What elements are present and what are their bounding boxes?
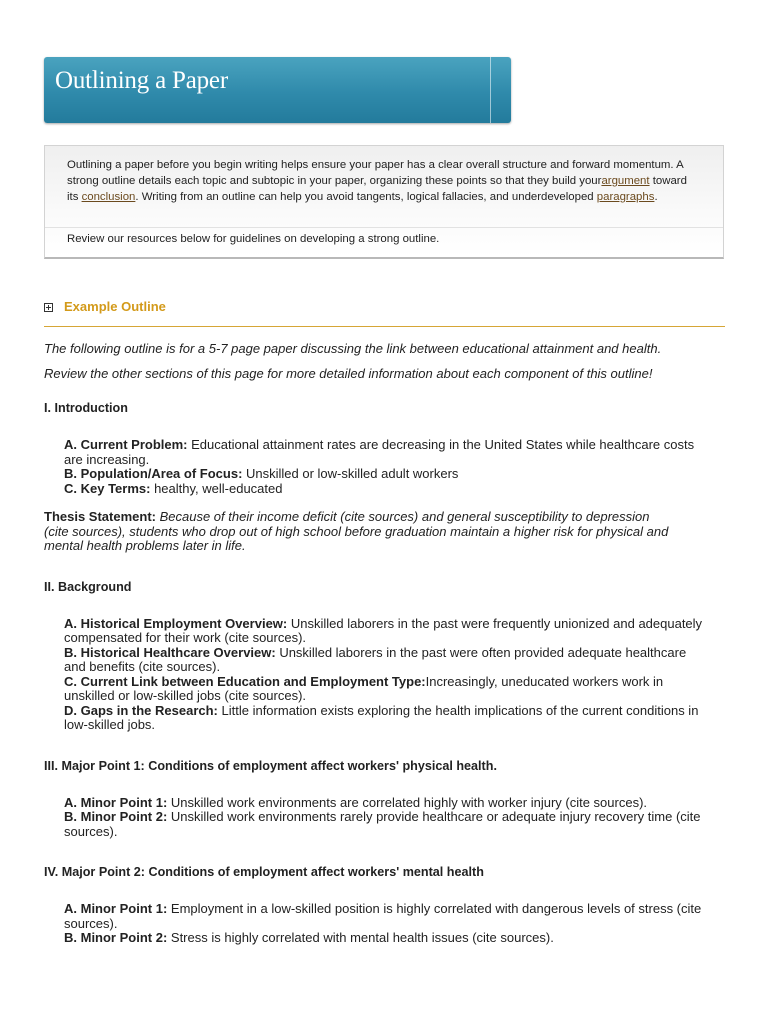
section-heading-introduction: I. Introduction xyxy=(44,401,128,415)
outline-item xyxy=(64,902,704,931)
thesis-statement xyxy=(44,510,674,554)
banner-divider xyxy=(534,57,535,123)
item-text: Little information exists exploring the health implications of the current conditions in low-skilled jobs. xyxy=(64,702,699,732)
item-text: Unskilled laborers in the past were often provided adequate healthcare and benefits (cite sources). xyxy=(64,644,687,674)
outline-block xyxy=(64,796,704,840)
argument-link[interactable]: argument xyxy=(601,175,650,187)
item-label: C. Key Terms: xyxy=(64,480,151,496)
section-heading-background: II. Background xyxy=(44,579,132,594)
item-text: Unskilled or low-skilled adult workers xyxy=(242,466,459,481)
outline-item xyxy=(64,482,704,497)
page-title-banner xyxy=(44,57,511,123)
intro-box xyxy=(44,145,724,259)
expand-icon[interactable] xyxy=(44,303,53,312)
outline-item xyxy=(64,796,704,811)
intro-text: Outlining a paper before you begin writing helps ensure your paper has a clear overall structure and forward momentum. A strong outline details each topic and subtopic in your paper, organizing these points so that they build your xyxy=(67,159,684,187)
item-label: A. Minor Point 1: xyxy=(64,794,168,810)
intro-paragraph xyxy=(67,157,697,205)
item-text: Unskilled laborers in the past were frequently unionized and adequately compensated for their work (cite sources). xyxy=(64,615,703,645)
banner-divider xyxy=(490,57,491,123)
intro-review-text: Review our resources below for guidelines on developing a strong outline. xyxy=(67,233,440,245)
intro-text: toward its xyxy=(67,175,687,203)
item-text: Educational attainment rates are decreasing in the United States while healthcare costs are increasing. xyxy=(64,437,695,467)
outline-item xyxy=(64,704,704,733)
item-text: Stress is highly correlated with mental health issues (cite sources). xyxy=(167,930,554,945)
page-title: Outlining a Paper xyxy=(55,67,228,94)
section-heading-major-point-2: IV. Major Point 2: Conditions of employment affect workers' mental health xyxy=(44,865,484,879)
item-label: B. Population/Area of Focus: xyxy=(64,466,243,481)
item-text: Unskilled work environments are correlated highly with worker injury (cite sources). xyxy=(167,794,648,810)
outline-item xyxy=(64,467,704,482)
item-label: A. Current Problem: xyxy=(64,437,188,452)
item-text: Employment in a low-skilled position is highly correlated with dangerous levels of stress (cite sources). xyxy=(64,901,702,931)
item-label: D. Gaps in the Research: xyxy=(64,702,218,718)
outline-block xyxy=(64,438,704,496)
outline-item xyxy=(64,931,704,946)
outline-content xyxy=(44,340,734,946)
item-label: B. Historical Healthcare Overview: xyxy=(64,644,276,660)
conclusion-link[interactable]: conclusion xyxy=(81,191,136,203)
item-text: healthy, well-educated xyxy=(150,480,283,496)
outline-item xyxy=(64,617,704,646)
item-label: A. Historical Employment Overview: xyxy=(64,615,288,631)
thesis-label: Thesis Statement: xyxy=(44,509,156,524)
outline-block xyxy=(64,902,704,946)
intro-divider xyxy=(45,227,723,228)
outline-item xyxy=(64,438,704,467)
outline-item xyxy=(64,810,704,839)
outline-block xyxy=(64,617,704,733)
outline-lead: Review the other sections of this page for more detailed information about each component of this outline! xyxy=(44,366,653,381)
item-label: A. Minor Point 1: xyxy=(64,901,168,916)
item-text: Unskilled work environments rarely provide healthcare or adequate injury recovery time (cite sources). xyxy=(64,809,701,839)
thesis-text: Because of their income deficit (cite sources) and general susceptibility to depression (cite sources), students who drop out of high school before graduation maintain a higher risk for physical and mental health problems later in life. xyxy=(44,509,669,553)
item-label: B. Minor Point 2: xyxy=(64,930,168,945)
intro-text: . Writing from an outline can help you avoid tangents, logical fallacies, and underdeveloped xyxy=(135,191,597,203)
item-text: Increasingly, uneducated workers work in unskilled or low-skilled jobs (cite sources). xyxy=(64,673,664,703)
outline-item xyxy=(64,675,704,704)
paragraphs-link[interactable]: paragraphs xyxy=(596,191,655,203)
item-label: B. Minor Point 2: xyxy=(64,809,168,824)
section-heading-major-point-1: III. Major Point 1: Conditions of employment affect workers' physical health. xyxy=(44,758,497,773)
intro-text: . xyxy=(654,191,658,203)
outline-lead: The following outline is for a 5-7 page paper discussing the link between educational attainment and health. xyxy=(44,341,662,356)
example-outline-header[interactable] xyxy=(44,298,725,327)
outline-item xyxy=(64,646,704,675)
item-label: C. Current Link between Education and Employment Type: xyxy=(64,673,426,689)
section-title[interactable]: Example Outline xyxy=(64,299,166,314)
